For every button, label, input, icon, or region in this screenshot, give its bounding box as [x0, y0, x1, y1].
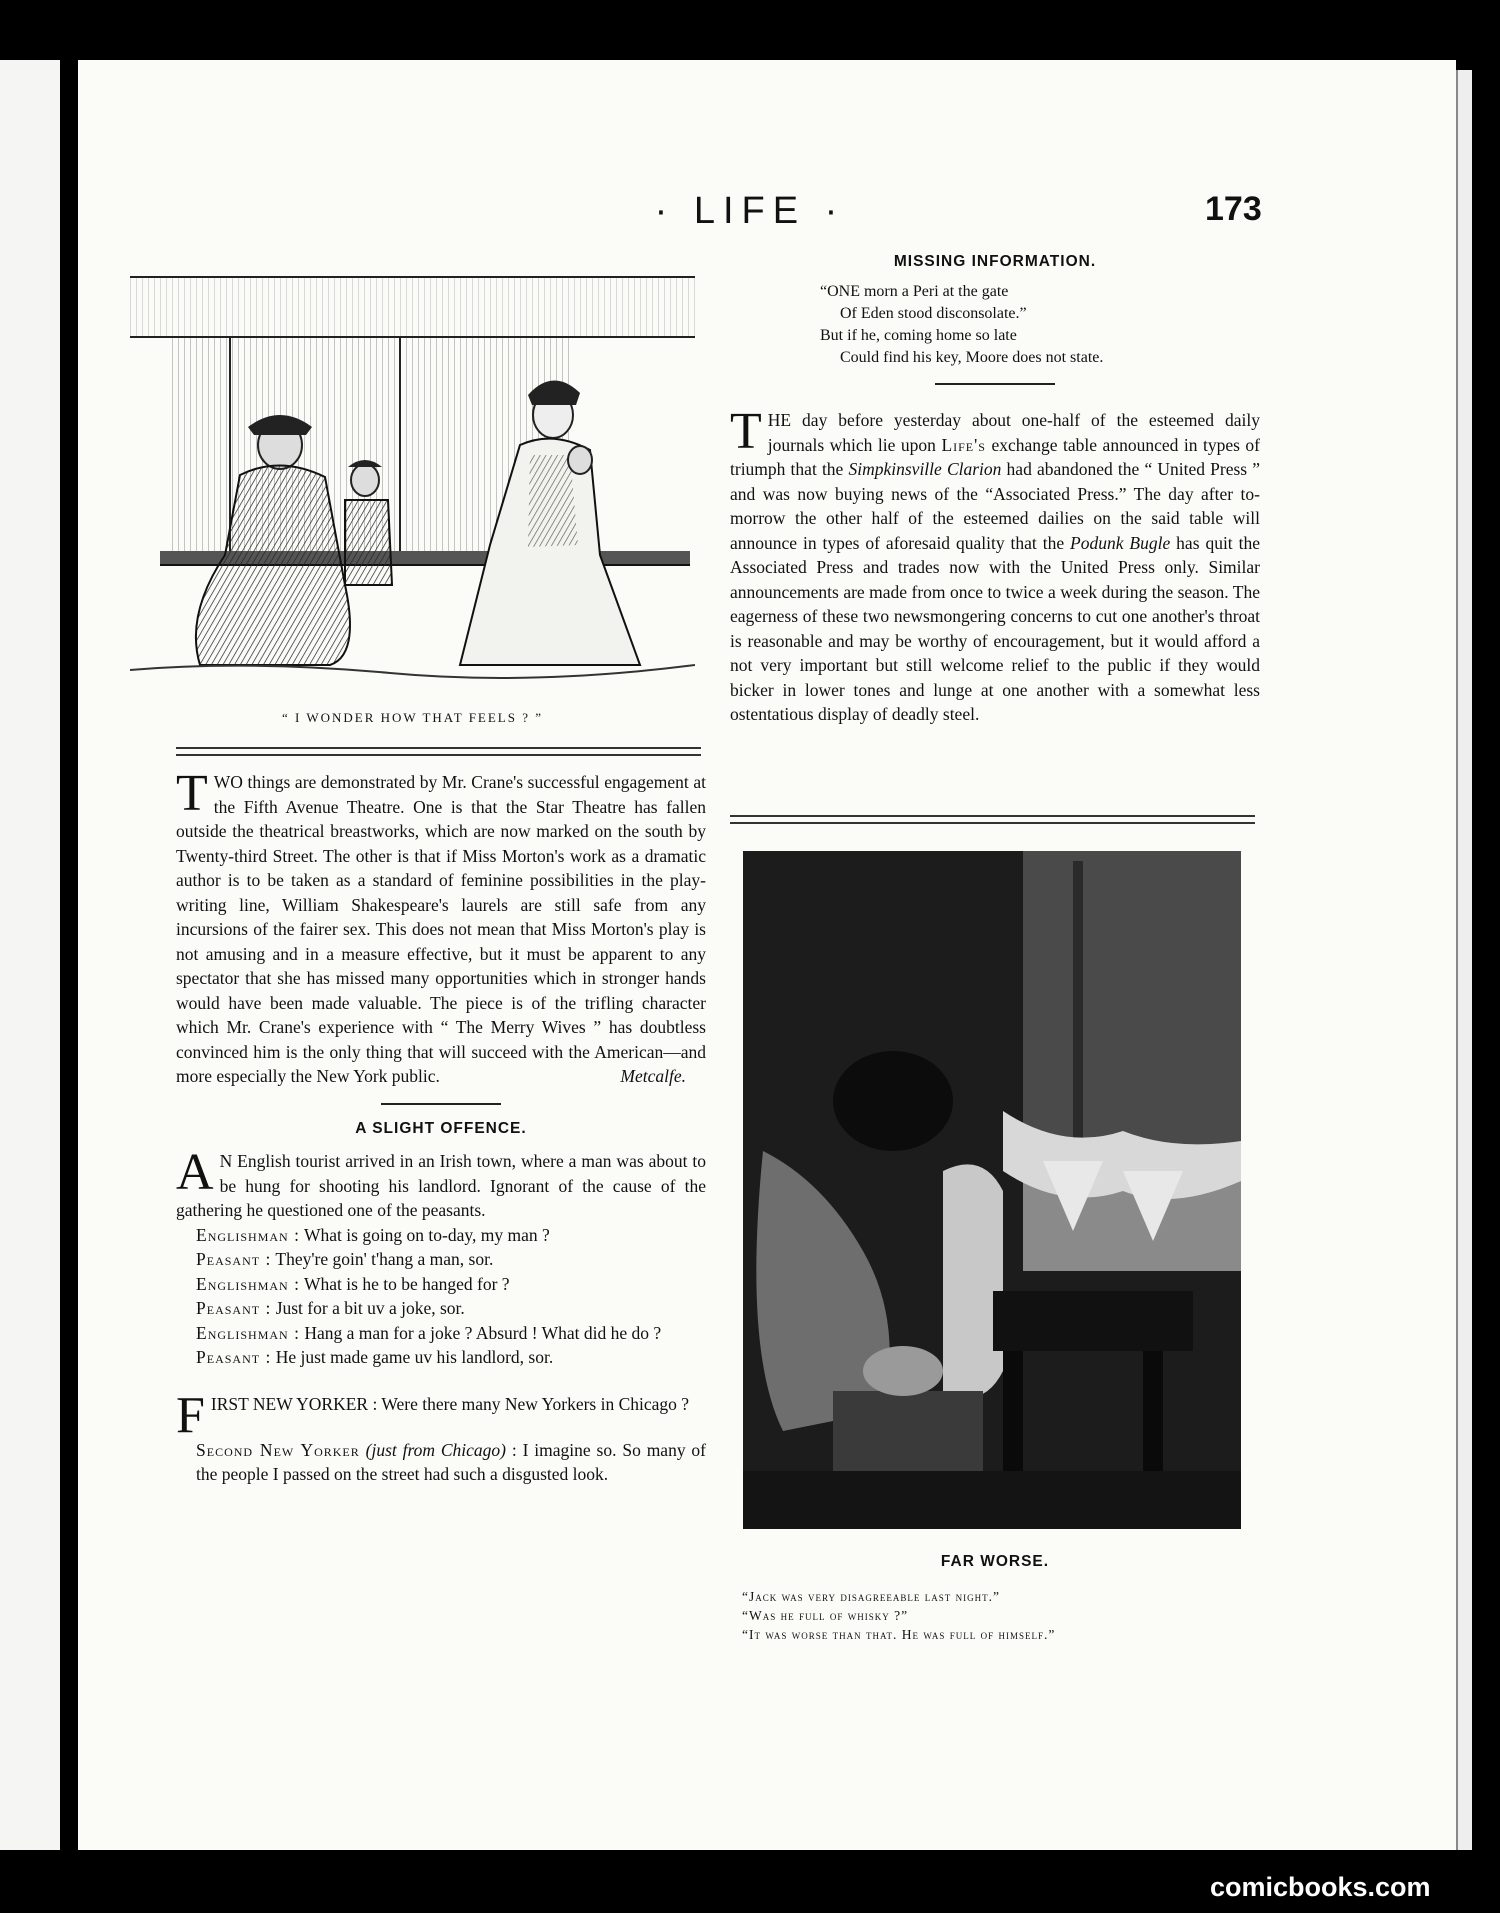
adjacent-page-edge	[0, 60, 60, 1850]
dialog-line	[176, 1345, 706, 1370]
page-stack-edge	[1456, 70, 1472, 1850]
speaker: Englishman :	[196, 1322, 300, 1343]
dialog-line: “Jack was very disagreeable last night.”	[742, 1588, 1000, 1604]
dropcap: T	[176, 765, 208, 822]
first-new-yorker-line: IRST NEW YORKER : Were there many New Yorkers in Chicago ?	[210, 1393, 690, 1414]
dialog-text: He just made game uv his landlord, sor.	[275, 1347, 554, 1367]
slight-offence-intro: N English tourist arrived in an Irish town, where a man was about to be hung for shooting his landlord. Ignorant of the cause of the gathering he questioned one of the peasants.	[176, 1151, 706, 1220]
poem	[730, 281, 1260, 369]
dropcap: T	[730, 403, 762, 460]
dialog-line: “Was he full of whisky ?”	[742, 1607, 909, 1623]
speaker: Second New Yorker	[196, 1439, 360, 1460]
article-press-text-1: HE day before yesterday about one-half of the esteemed daily journals which lie upon	[767, 410, 1260, 455]
article-press-text-3: had abandoned the “ United Press ” and was now buying news of the “Associated Press.” The day after to-morrow the other half of the esteemed dailies on the said table will announce in types of aforesaid quality that the	[730, 459, 1260, 553]
headline-missing-information: MISSING INFORMATION.	[893, 253, 1097, 270]
article-press-text-2: exchange table announced in types of triumph that the	[730, 434, 1261, 479]
poem-line: Of Eden stood disconsolate.”	[840, 304, 1027, 322]
slight-offence-intro-block	[176, 1144, 706, 1223]
speaker: Englishman :	[196, 1273, 300, 1294]
photo-scene	[743, 851, 1241, 1529]
dialog-line	[176, 1272, 706, 1297]
dialog-text: Just for a bit uv a joke, sor.	[275, 1298, 465, 1318]
dialog-text: They're goin' t'hang a man, sor.	[275, 1249, 494, 1269]
poem-line: But if he, coming home so late	[820, 326, 1017, 344]
article-press-text-4: has quit the Associated Press and trades now with the United Press only. Similar announcements are made from once to twice a week during the season. The eagerness of these two newsmongering concerns to cut one another's throat is reasonable and may be worthy of encouragement, but it would afford a not very important but still welcome relief to the public if they would bicker in lower tones and lunge at one another with a somewhat less ostentatious display of deadly steel.	[730, 532, 1260, 724]
speaker: Peasant :	[196, 1298, 272, 1318]
dialog-line	[176, 1223, 706, 1248]
dialog-line	[176, 1296, 706, 1321]
dialog-text: What is going on to-day, my man ?	[304, 1224, 550, 1245]
section-divider-right	[730, 815, 1255, 824]
illustration-caption: “ I WONDER HOW THAT FEELS ? ”	[281, 710, 544, 725]
section-divider-left	[176, 747, 701, 756]
illustration-bench-women	[130, 255, 695, 685]
dialog-text: Hang a man for a joke ? Absurd ! What did he do ?	[304, 1322, 662, 1343]
poem-line: “ONE morn a Peri at the gate	[820, 282, 1009, 300]
paper-name: Simpkinsville Clarion	[848, 459, 1002, 479]
second-new-yorker-line	[176, 1438, 706, 1487]
far-worse-dialog	[730, 1587, 1260, 1644]
masthead: · LIFE ·	[654, 190, 846, 232]
bench-sketch	[130, 255, 695, 685]
short-rule	[935, 383, 1055, 385]
watermark: comicbooks.com	[1210, 1872, 1431, 1902]
paper-name: Podunk Bugle	[1070, 532, 1171, 553]
missing-information	[730, 250, 1260, 385]
article-crane-text: WO things are demonstrated by Mr. Crane's successful engagement at the Fifth Avenue Theatre. One is that the Star Theatre has fallen outside the theatrical breastworks, which are now marked on the south by Twenty-third Street. The other is that if Miss Morton's work as a dramatic author is to be taken as a standard of feminine possibilities in the play-writing line, William Shakespeare's laurels are still safe from any incursions of the fairer sex. This does not mean that Miss Morton's play is not amusing and in a measure effective, but it must be apparent to any spectator that she has missed many opportunities which in stronger hands would have been made valuable. The piece is of the trifling character which Mr. Crane's experience with “ The Merry Wives ” has doubtless convinced him is the only thing that will succeed with the American—and more especially the New York public.	[176, 772, 706, 1086]
article-crane	[176, 765, 707, 1487]
dialog-line	[176, 1321, 706, 1346]
poem-line: Could find his key, Moore does not state.	[840, 348, 1104, 366]
dialog-line: “It was worse than that. He was full of himself.”	[742, 1626, 1056, 1642]
life-name: Life's	[941, 434, 986, 455]
page-number: 173	[1205, 190, 1262, 228]
headline-slight-offence: A SLIGHT OFFENCE.	[355, 1119, 527, 1137]
article-signature: Metcalfe.	[620, 1066, 686, 1086]
dialog-text: What is he to be hanged for ?	[304, 1273, 510, 1294]
dialog-line	[176, 1247, 706, 1272]
speaker: Peasant :	[196, 1249, 272, 1269]
speaker: Englishman :	[196, 1224, 300, 1245]
far-worse	[730, 1550, 1260, 1644]
short-rule	[381, 1103, 501, 1105]
stage-aside: (just from Chicago)	[365, 1439, 507, 1460]
dialog-text: : I imagine so. So many of the people I passed on the street had such a disgusted look.	[196, 1439, 707, 1484]
speaker: Peasant :	[196, 1347, 272, 1367]
dropcap: A	[176, 1144, 214, 1201]
headline-far-worse: FAR WORSE.	[940, 1553, 1050, 1570]
new-yorker-joke	[176, 1386, 707, 1487]
photo-far-worse	[743, 851, 1241, 1529]
article-press	[730, 403, 1261, 727]
dropcap: F	[176, 1386, 205, 1444]
